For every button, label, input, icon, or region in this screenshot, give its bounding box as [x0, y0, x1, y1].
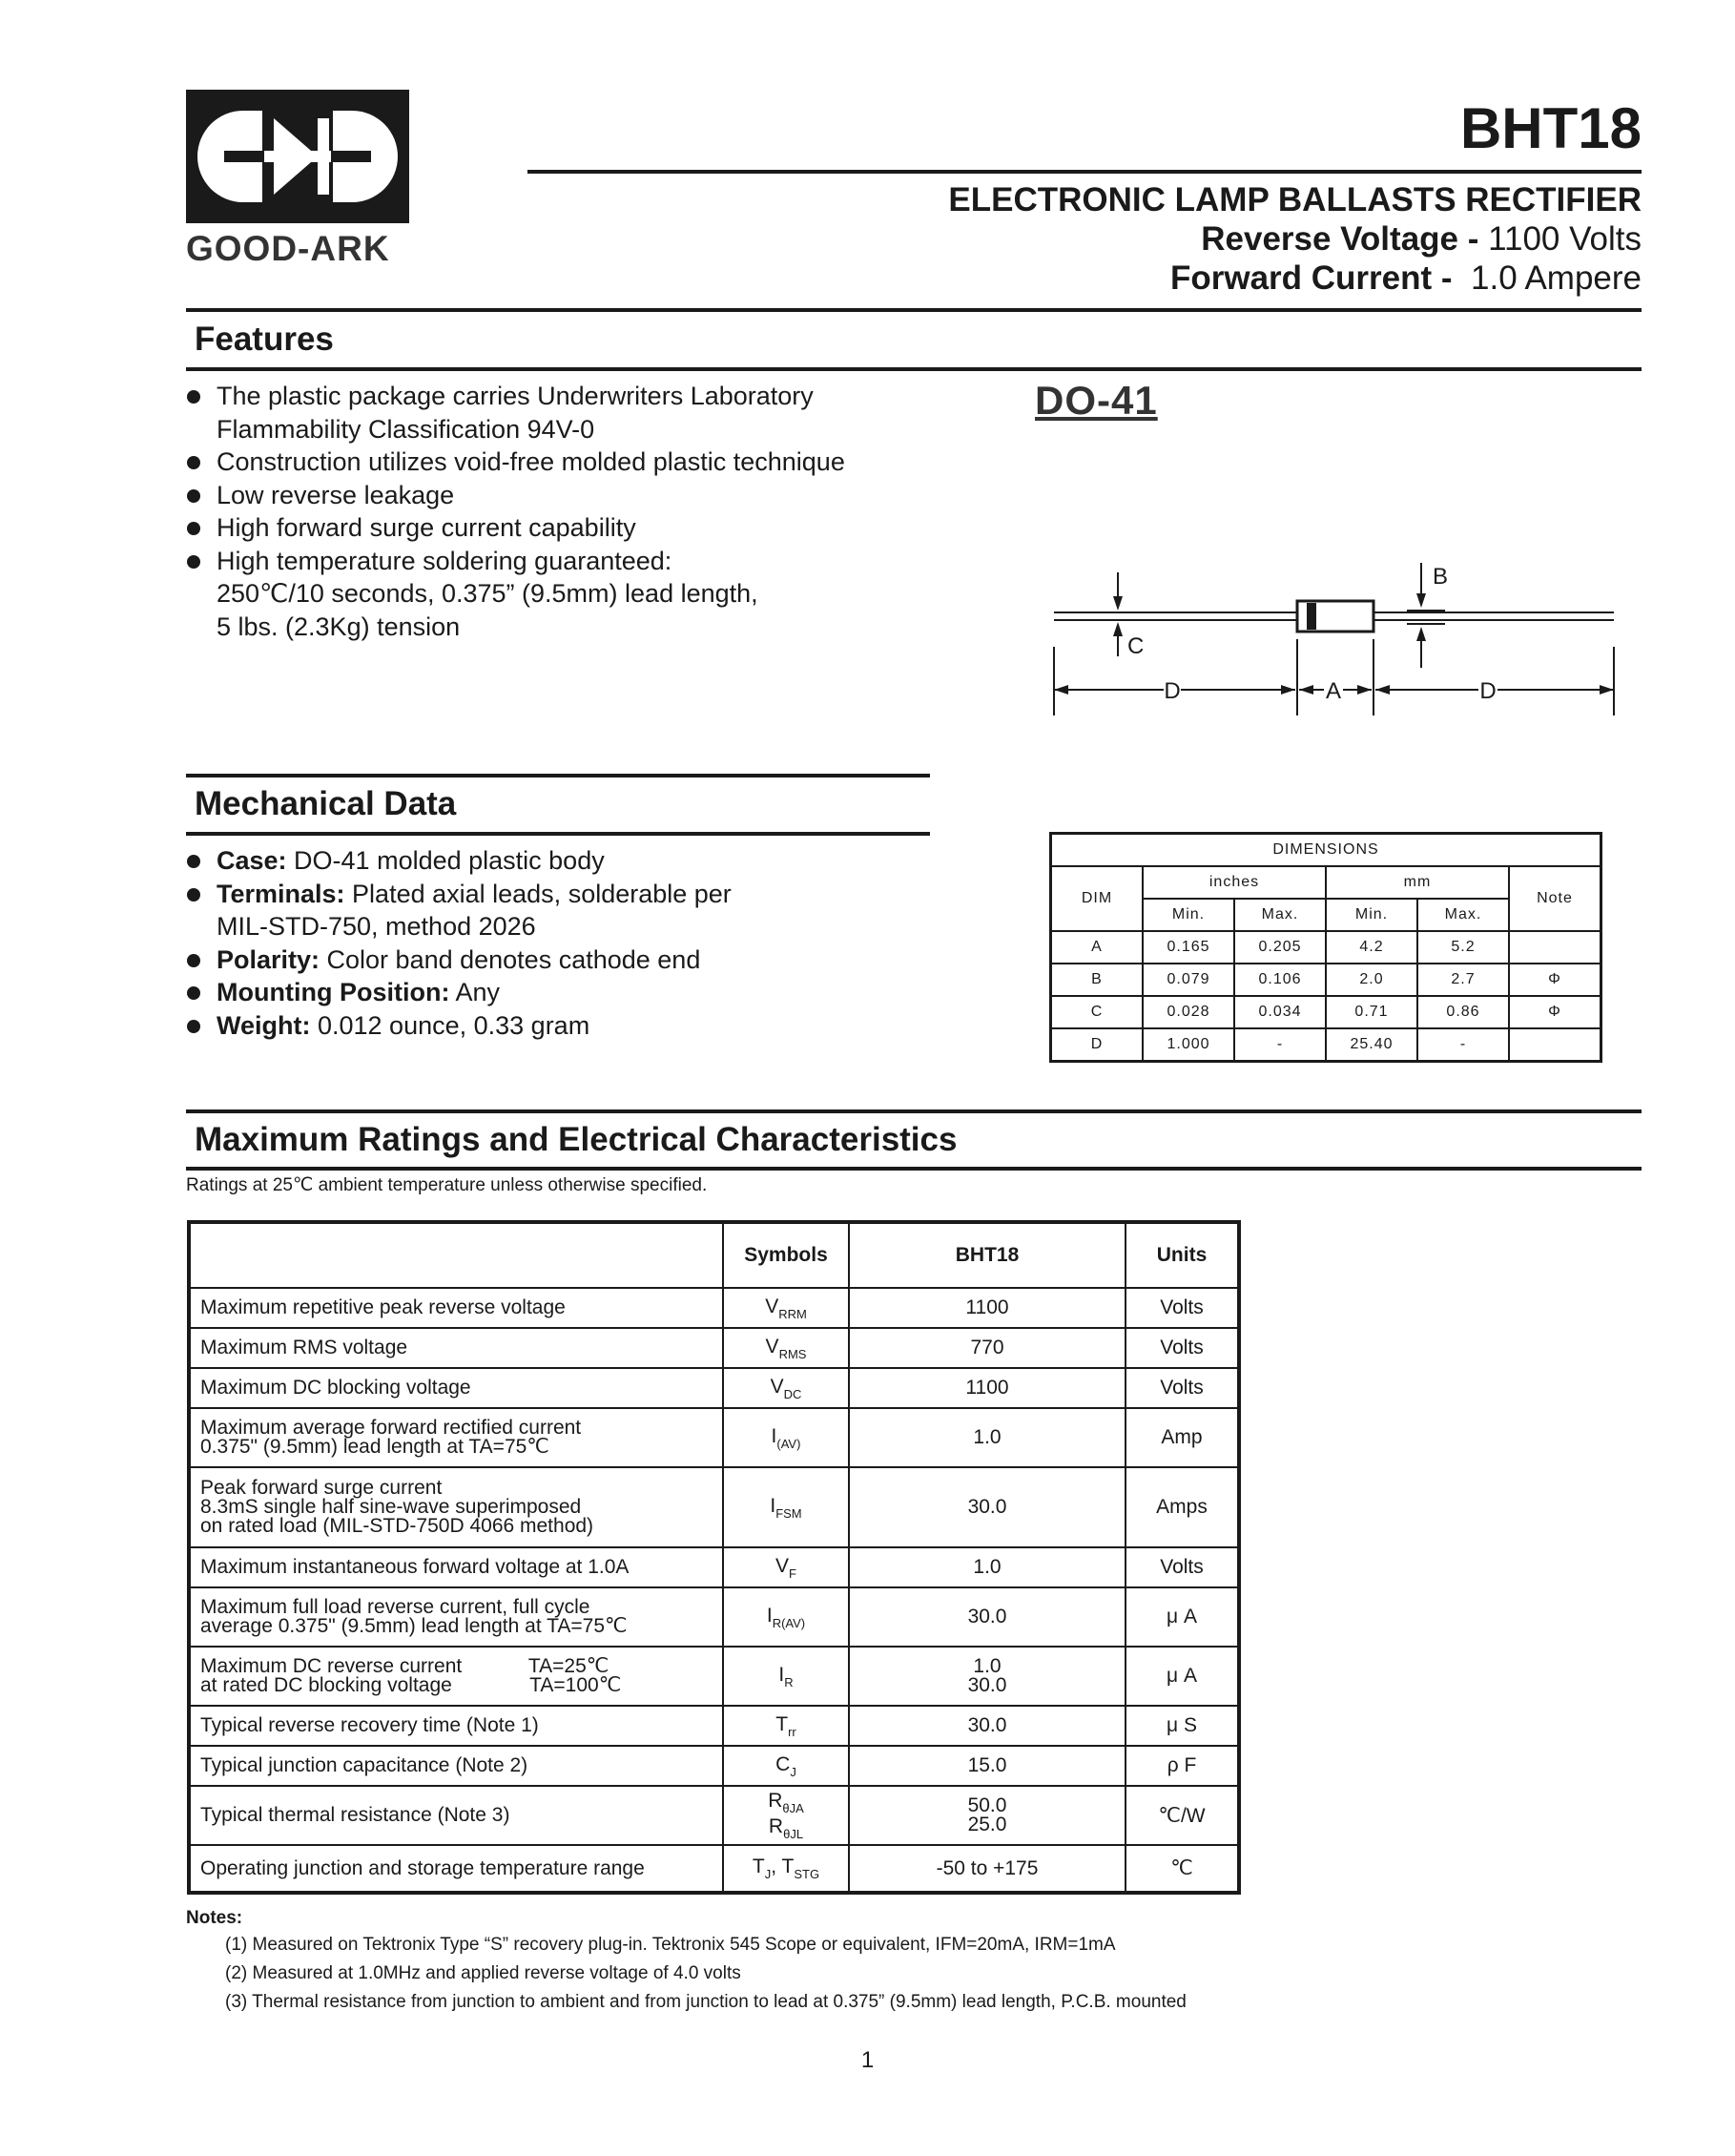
mech-bottom-rule [186, 832, 930, 836]
rating-value: 1.0 [849, 1408, 1126, 1467]
rating-unit: Volts [1126, 1547, 1239, 1587]
rating-parameter: Typical thermal resistance (Note 3) [189, 1786, 723, 1845]
page-number: 1 [860, 2047, 875, 2073]
dim-row: A 0.165 0.205 4.2 5.2 [1051, 931, 1601, 964]
features-top-rule [186, 308, 1642, 312]
note-1: (1) Measured on Tektronix Type “S” recovery plug-in. Tektronix 545 Scope or equivalent, IFM=20mA, IRM=1mA [225, 1935, 1116, 1955]
mech-item: Case: DO-41 molded plastic body [187, 844, 732, 878]
rating-parameter: Operating junction and storage temperature range [189, 1845, 723, 1893]
brand-name: GOOD-ARK [186, 229, 390, 268]
rating-value: 50.0 25.0 [849, 1786, 1126, 1845]
mech-top-rule [186, 774, 930, 777]
dim-row: B 0.079 0.106 2.0 2.7 Φ [1051, 964, 1601, 996]
dim-label-d-right: D [1479, 678, 1497, 704]
feature-item: High temperature soldering guaranteed: 250℃/10 seconds, 0.375” (9.5mm) lead length, 5 lbs. (2.3Kg) tension [187, 545, 845, 644]
features-title: Features [195, 321, 334, 358]
units-header: Units [1126, 1222, 1239, 1288]
rating-parameter: Maximum average forward rectified current 0.375" (9.5mm) lead length at TA=75℃ [189, 1408, 723, 1467]
mech-item: Terminals: Plated axial leads, solderable per MIL-STD-750, method 2026 [187, 878, 732, 943]
rating-row [189, 1587, 1239, 1647]
rating-unit: Volts [1126, 1328, 1239, 1368]
mech-item: Mounting Position: Any [187, 976, 732, 1009]
features-list [187, 380, 845, 643]
rating-parameter: Maximum instantaneous forward voltage at 1.0A [189, 1547, 723, 1587]
rating-value: 1100 [849, 1288, 1126, 1328]
rating-value: 770 [849, 1328, 1126, 1368]
inches-header: inches [1143, 866, 1326, 899]
rating-parameter: Maximum RMS voltage [189, 1328, 723, 1368]
rating-unit: μ A [1126, 1587, 1239, 1647]
rating-symbol: $T_J$, $T_{STG}$ [723, 1845, 849, 1893]
mm-header: mm [1326, 866, 1509, 899]
rating-row [189, 1746, 1239, 1786]
param-header [189, 1222, 723, 1288]
rating-value: 1.0 30.0 [849, 1647, 1126, 1706]
ratings-table [187, 1220, 1241, 1895]
dim-label-c: C [1127, 633, 1145, 659]
rating-symbol: $T_{rr}$ [723, 1706, 849, 1746]
reverse-voltage-line [1201, 220, 1642, 259]
ratings-title: Maximum Ratings and Electrical Characteristics [195, 1121, 958, 1158]
forward-current-line [1170, 259, 1642, 298]
rating-parameter: Peak forward surge current 8.3mS single half sine-wave superimposed on rated load (MIL-STD-750D 4066 method) [189, 1467, 723, 1547]
rating-value: 30.0 [849, 1587, 1126, 1647]
product-title: ELECTRONIC LAMP BALLASTS RECTIFIER [948, 181, 1642, 218]
rating-unit: Amp [1126, 1408, 1239, 1467]
max-header: Max. [1417, 899, 1509, 931]
feature-item: Construction utilizes void-free molded plastic technique [187, 446, 845, 479]
rating-symbol: $I_{FSM}$ [723, 1467, 849, 1547]
rating-row [189, 1328, 1239, 1368]
dim-label-d-left: D [1164, 678, 1181, 704]
rating-symbol: $I_{(AV)}$ [723, 1408, 849, 1467]
rating-unit: Volts [1126, 1288, 1239, 1328]
rating-unit: Amps [1126, 1467, 1239, 1547]
rating-parameter: Typical junction capacitance (Note 2) [189, 1746, 723, 1786]
mech-item: Weight: 0.012 ounce, 0.33 gram [187, 1009, 732, 1043]
rating-value: 30.0 [849, 1706, 1126, 1746]
ratings-subtitle: Ratings at 25℃ ambient temperature unless otherwise specified. [186, 1175, 708, 1195]
rating-symbol: $I_R$ [723, 1647, 849, 1706]
notes-title: Notes: [186, 1908, 243, 1928]
fc-label: Forward Current - [1169, 259, 1453, 297]
feature-item: High forward surge current capability [187, 511, 845, 545]
mech-item: Polarity: Color band denotes cathode end [187, 943, 732, 977]
rating-value: 15.0 [849, 1746, 1126, 1786]
fc-value: 1.0 Ampere [1471, 259, 1642, 297]
rating-row [189, 1288, 1239, 1328]
rating-unit: μ A [1126, 1647, 1239, 1706]
rating-parameter: Maximum DC reverse current TA=25℃ at rated DC blocking voltage TA=100℃ [189, 1647, 723, 1706]
company-logo [186, 90, 409, 223]
rating-row [189, 1408, 1239, 1467]
rating-row [189, 1647, 1239, 1706]
mechanical-list [187, 844, 732, 1042]
rating-symbol: $V_{RMS}$ [723, 1328, 849, 1368]
rating-symbol: $V_{RRM}$ [723, 1288, 849, 1328]
rating-value: 30.0 [849, 1467, 1126, 1547]
rating-unit: ρ F [1126, 1746, 1239, 1786]
part-number: BHT18 [1459, 96, 1642, 160]
rv-label: Reverse Voltage - [1201, 220, 1479, 258]
rating-parameter: Maximum DC blocking voltage [189, 1368, 723, 1408]
rating-value: 1100 [849, 1368, 1126, 1408]
dim-label-a: A [1325, 678, 1342, 704]
rating-parameter: Maximum full load reverse current, full cycle average 0.375" (9.5mm) lead length at TA=75℃ [189, 1587, 723, 1647]
rating-symbol: $R_{\theta JA}$ $R_{\theta JL}$ [723, 1786, 849, 1845]
rating-row [189, 1467, 1239, 1547]
rating-symbol: $V_{DC}$ [723, 1368, 849, 1408]
header-rule [527, 170, 1642, 174]
dim-label-b: B [1433, 564, 1449, 590]
mechanical-title: Mechanical Data [195, 785, 457, 822]
dim-row: C 0.028 0.034 0.71 0.86 Φ [1051, 996, 1601, 1028]
rating-value: 1.0 [849, 1547, 1126, 1587]
dimensions-table [1049, 832, 1602, 1063]
rating-row [189, 1845, 1239, 1893]
rating-value: -50 to +175 [849, 1845, 1126, 1893]
dimensions-title: DIMENSIONS [1051, 834, 1601, 867]
symbols-header: Symbols [723, 1222, 849, 1288]
rating-unit: ℃/W [1126, 1786, 1239, 1845]
part-header: BHT18 [849, 1222, 1126, 1288]
note-header: Note [1509, 866, 1601, 931]
rating-parameter: Maximum repetitive peak reverse voltage [189, 1288, 723, 1328]
rating-row [189, 1786, 1239, 1845]
rating-symbol: $I_{R(AV)}$ [723, 1587, 849, 1647]
rating-symbol: $V_F$ [723, 1547, 849, 1587]
rating-row [189, 1368, 1239, 1408]
rating-parameter: Typical reverse recovery time (Note 1) [189, 1706, 723, 1746]
min-header: Min. [1326, 899, 1417, 931]
package-name: DO-41 [1035, 378, 1158, 423]
dim-row: D 1.000 - 25.40 - [1051, 1028, 1601, 1062]
feature-item: Low reverse leakage [187, 479, 845, 512]
rv-value: 1100 Volts [1488, 220, 1642, 258]
do41-dimension-diagram [1040, 553, 1631, 725]
features-bottom-rule [186, 367, 1642, 371]
diode-logo-icon [186, 90, 409, 223]
note-3: (3) Thermal resistance from junction to ambient and from junction to lead at 0.375” (9.5mm) lead length, P.C.B. mounted [225, 1992, 1187, 2012]
rating-unit: ℃ [1126, 1845, 1239, 1893]
note-2: (2) Measured at 1.0MHz and applied reverse voltage of 4.0 volts [225, 1963, 741, 1983]
rating-unit: Volts [1126, 1368, 1239, 1408]
ratings-top-rule [186, 1109, 1642, 1113]
rating-symbol: $C_J$ [723, 1746, 849, 1786]
min-header: Min. [1143, 899, 1234, 931]
rating-unit: μ S [1126, 1706, 1239, 1746]
dim-header: DIM [1051, 866, 1144, 931]
rating-row [189, 1706, 1239, 1746]
max-header: Max. [1234, 899, 1326, 931]
ratings-bottom-rule [186, 1167, 1642, 1171]
rating-row [189, 1547, 1239, 1587]
feature-item: The plastic package carries Underwriters Laboratory Flammability Classification 94V-0 [187, 380, 845, 446]
